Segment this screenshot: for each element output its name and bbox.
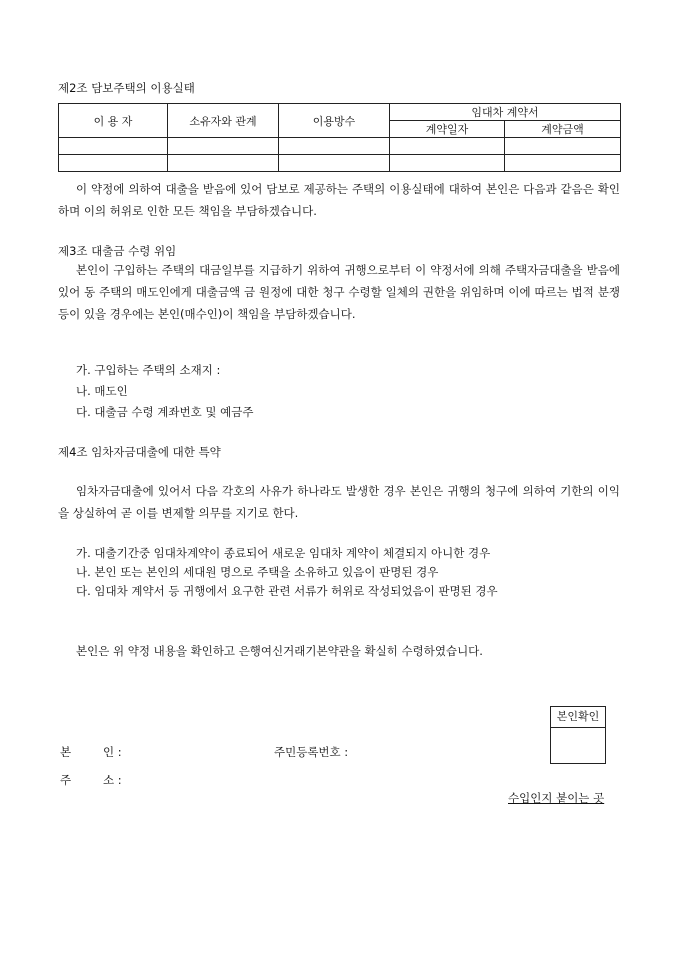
col-rooms-header: 이용방수 — [279, 104, 390, 138]
article3-item-account: 다. 대출금 수령 계좌번호 및 예금주 — [76, 405, 254, 419]
article3-item-seller: 나. 매도인 — [76, 384, 128, 398]
table-cell — [168, 155, 279, 172]
name-label: 본 — [60, 745, 72, 759]
article3-item-location: 가. 구입하는 주택의 소재지 : — [76, 363, 221, 377]
table-row — [59, 155, 621, 172]
address-label-suffix: 소 : — [103, 773, 122, 787]
identity-confirm-box — [550, 706, 606, 764]
table-row — [59, 138, 621, 155]
col-contract-date-header: 계약일자 — [390, 121, 505, 138]
article4-paragraph: 임차자금대출에 있어서 다음 각호의 사유가 하나라도 발생한 경우 본인은 귀행의 청구에 의하여 기한의 이익을 상실하여 곧 이를 변제할 의무를 지기로 한다. — [58, 484, 620, 520]
table-cell — [59, 138, 168, 155]
name-label-suffix: 인 : — [103, 745, 122, 759]
table-cell — [279, 138, 390, 155]
table-cell — [505, 155, 621, 172]
identity-confirm-label: 본인확인 — [551, 707, 605, 728]
address-label: 주 — [60, 773, 72, 787]
closing-statement: 본인은 위 약정 내용을 확인하고 은행여신거래기본약관을 확실히 수령하였습니다. — [76, 644, 483, 658]
article4-item-1: 가. 대출기간중 임대차계약이 종료되어 새로운 임대차 계약이 체결되지 아니한 경우 — [76, 546, 491, 560]
table-cell — [390, 155, 505, 172]
usage-status-table — [58, 103, 621, 172]
article3-paragraph: 본인이 구입하는 주택의 대금일부를 지급하기 위하여 귀행으로부터 이 약정서에 의해 주택자금대출을 받음에 있어 동 주택의 매도인에게 대출금액 금 원정에 대한 청구 수령할 일체의 권한을 위임하며 이에 따르는 법적 분쟁 등이 있을 경우에는 본인(매수인)이 책임을 부담하겠습니다. — [58, 263, 620, 321]
resident-id-label: 주민등록번호 : — [274, 745, 349, 759]
table-cell — [279, 155, 390, 172]
col-relation-header: 소유자와 관계 — [168, 104, 279, 138]
col-lease-header: 임대차 계약서 — [390, 104, 621, 121]
article3-heading: 제3조 대출금 수령 위임 — [58, 244, 177, 258]
table-cell — [59, 155, 168, 172]
table-cell — [390, 138, 505, 155]
article2-heading: 제2조 담보주택의 이용실태 — [58, 81, 195, 95]
article4-item-2: 나. 본인 또는 본인의 세대원 명으로 주택을 소유하고 있음이 판명된 경우 — [76, 565, 439, 579]
table-cell — [505, 138, 621, 155]
revenue-stamp-note: 수입인지 붙이는 곳 — [508, 791, 605, 805]
col-user-header: 이 용 자 — [59, 104, 168, 138]
article4-heading: 제4조 임차자금대출에 대한 특약 — [58, 445, 221, 459]
article2-paragraph: 이 약정에 의하여 대출을 받음에 있어 담보로 제공하는 주택의 이용실태에 대하여 본인은 다음과 같음은 확인하며 이의 허위로 인한 모든 책임을 부담하겠습니다. — [58, 182, 620, 218]
article4-item-3: 다. 임대차 계약서 등 귀행에서 요구한 관련 서류가 허위로 작성되었음이 판명된 경우 — [76, 584, 498, 598]
col-contract-amount-header: 계약금액 — [505, 121, 621, 138]
table-cell — [168, 138, 279, 155]
